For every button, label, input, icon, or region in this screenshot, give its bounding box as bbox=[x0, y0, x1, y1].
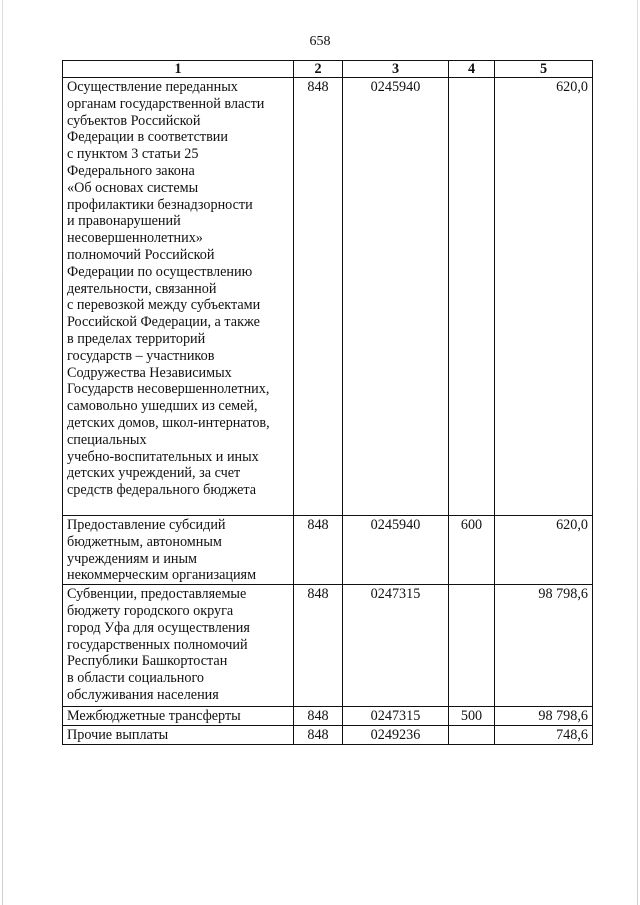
row-amount: 98 798,6 bbox=[495, 585, 593, 707]
row-target-article: 0247315 bbox=[343, 585, 449, 707]
row-expense-type: 600 bbox=[449, 516, 495, 585]
scan-edge-left bbox=[2, 0, 3, 905]
budget-table bbox=[62, 60, 593, 745]
row-target-article: 0245940 bbox=[343, 78, 449, 516]
table-row bbox=[63, 725, 593, 744]
table-row bbox=[63, 707, 593, 726]
row-amount: 620,0 bbox=[495, 516, 593, 585]
row-target-article: 0249236 bbox=[343, 725, 449, 744]
row-ministry-code: 848 bbox=[294, 78, 343, 516]
column-header-2: 2 bbox=[294, 61, 343, 78]
row-ministry-code: 848 bbox=[294, 516, 343, 585]
column-header-3: 3 bbox=[343, 61, 449, 78]
column-header-5: 5 bbox=[495, 61, 593, 78]
row-ministry-code: 848 bbox=[294, 707, 343, 726]
row-amount: 748,6 bbox=[495, 725, 593, 744]
row-expense-type bbox=[449, 585, 495, 707]
row-name: Субвенции, предоставляемые бюджету городского округа город Уфа для осуществления государственных полномочий Республики Башкортостан в области социального обслуживания населения bbox=[63, 585, 294, 707]
row-expense-type bbox=[449, 725, 495, 744]
row-name: Межбюджетные трансферты bbox=[63, 707, 294, 726]
page-number: 658 bbox=[309, 34, 331, 49]
table-row bbox=[63, 78, 593, 516]
row-ministry-code: 848 bbox=[294, 585, 343, 707]
table-row bbox=[63, 516, 593, 585]
row-expense-type bbox=[449, 78, 495, 516]
column-header-4: 4 bbox=[449, 61, 495, 78]
row-name: Предоставление субсидий бюджетным, автономным учреждениям и иным некоммерческим организациям bbox=[63, 516, 294, 585]
row-target-article: 0245940 bbox=[343, 516, 449, 585]
row-ministry-code: 848 bbox=[294, 725, 343, 744]
row-target-article: 0247315 bbox=[343, 707, 449, 726]
row-name: Осуществление переданных органам государственной власти субъектов Российской Федерации в соответствии с пунктом 3 статьи 25 Федерального закона «Об основах системы профилактики безнадзорности и правонарушений несовершеннолетних» полномочий Российской Федерации по осуществлению деятельности, связанной с перевозкой между субъектами Российской Федерации, а также в пределах территорий государств – участников Содружества Независимых Государств несовершеннолетних, самовольно ушедших из семей, детских домов, школ-интернатов, специальных учебно-воспитательных и иных детских учреждений, за счет средств федерального бюджета bbox=[63, 78, 294, 516]
row-name: Прочие выплаты bbox=[63, 725, 294, 744]
column-header-1: 1 bbox=[63, 61, 294, 78]
table-row bbox=[63, 585, 593, 707]
row-amount: 98 798,6 bbox=[495, 707, 593, 726]
row-amount: 620,0 bbox=[495, 78, 593, 516]
row-expense-type: 500 bbox=[449, 707, 495, 726]
table-header-row bbox=[63, 61, 593, 78]
scan-edge-right bbox=[637, 0, 638, 905]
